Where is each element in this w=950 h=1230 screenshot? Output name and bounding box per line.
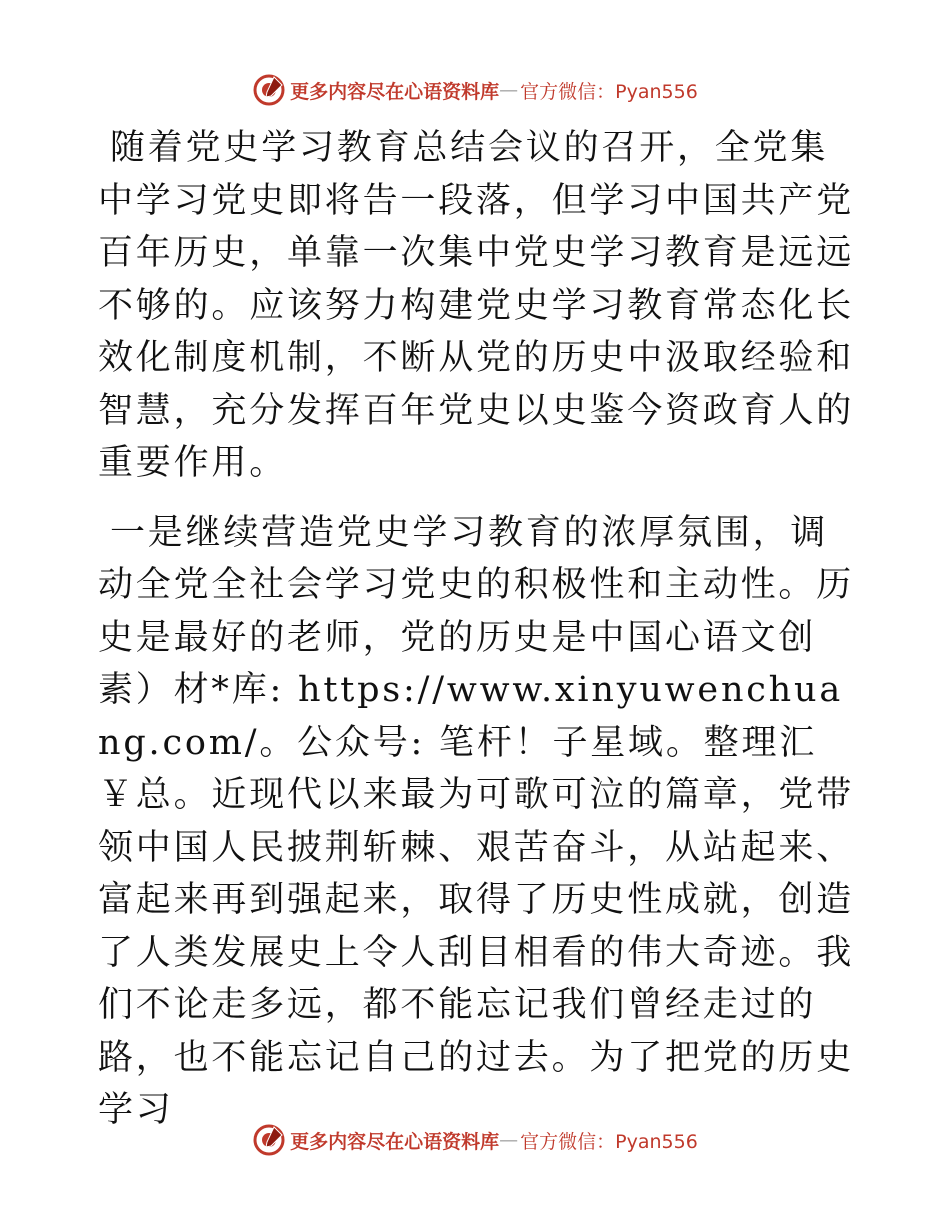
header-banner-text: 更多内容尽在心语资料库	[290, 80, 500, 103]
footer-contact: 官方微信：Pyan556	[520, 1130, 698, 1153]
footer-banner-text: 更多内容尽在心语资料库	[290, 1130, 500, 1153]
document-body	[98, 122, 858, 1137]
footer-banner	[0, 1120, 950, 1160]
brand-logo-icon	[252, 73, 286, 107]
brand-logo-icon	[252, 1123, 286, 1157]
header-separator: —	[499, 79, 519, 101]
footer-separator: —	[499, 1129, 519, 1151]
paragraph-2: 一是继续营造党史学习教育的浓厚氛围，调动全党全社会学习党史的积极性和主动性。历史是最好的老师，党的历史是中国心语文创素）材*库: https://www.xinyuwenchuang.com/。公众号: 笔杆！子星域。整理汇￥总。近现代以来最为可歌可泣的篇章，党带领中国人民披荆斩棘、艰苦奋斗，从站起来、富起来再到强起来，取得了历史性成就，创造了人类发展史上令人刮目相看的伟大奇迹。我们不论走多远，都不能忘记我们曾经走过的路，也不能忘记自己的过去。为了把党的历史学习	[98, 512, 855, 1130]
paragraph-1: 随着党史学习教育总结会议的召开，全党集中学习党史即将告一段落，但学习中国共产党百年历史，单靠一次集中党史学习教育是远远不够的。应该努力构建党史学习教育常态化长效化制度机制，不断从党的历史中汲取经验和智慧，充分发挥百年党史以史鉴今资政育人的重要作用。	[98, 128, 855, 483]
header-contact: 官方微信：Pyan556	[520, 80, 698, 103]
header-banner	[0, 70, 950, 110]
